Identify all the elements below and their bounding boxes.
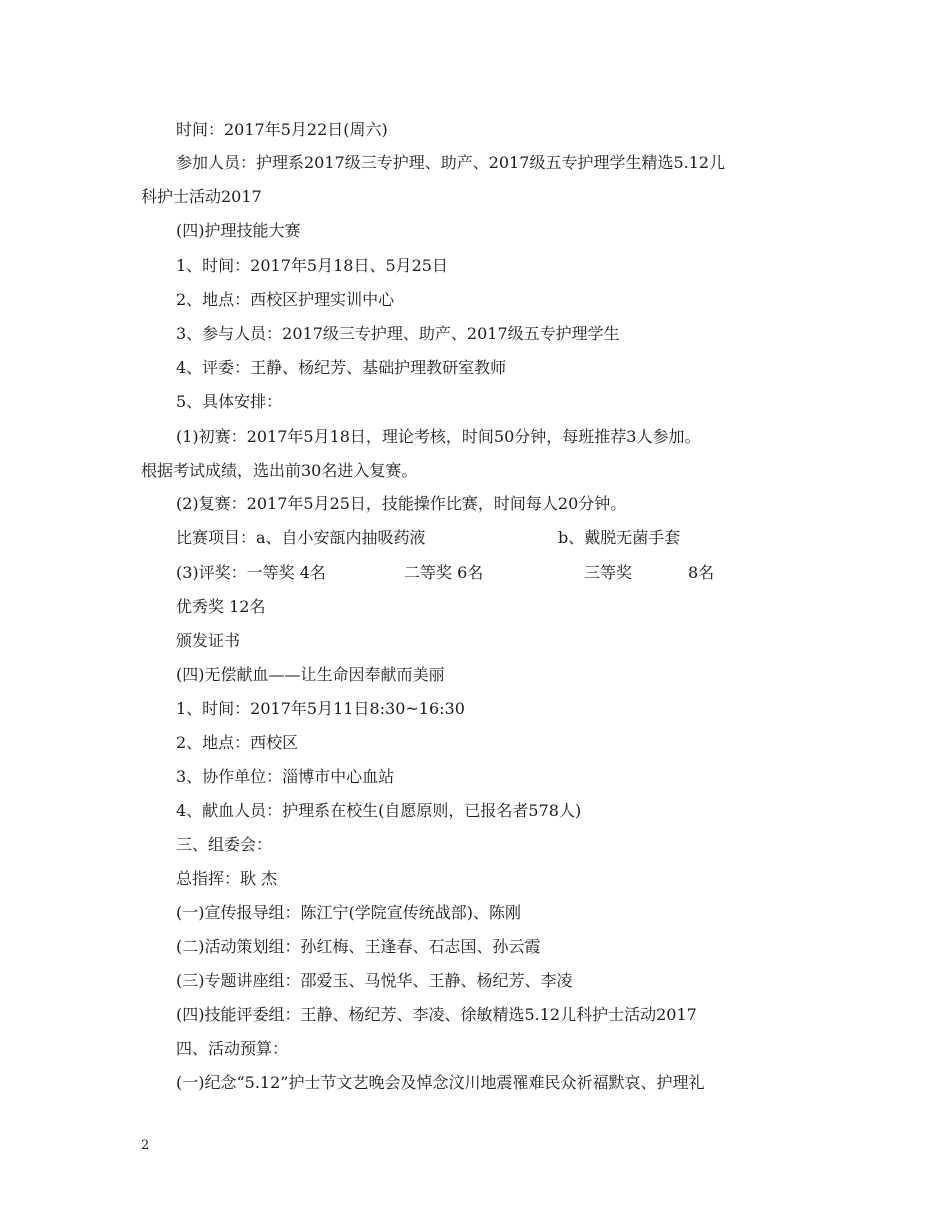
text-line: 4、评委：王静、杨纪芳、基础护理教研室教师 — [176, 358, 507, 377]
text-line: 5、具体安排： — [176, 392, 283, 411]
section-heading: 四、活动预算： — [176, 1039, 289, 1058]
text-line: 2、地点：西校区 — [176, 733, 299, 752]
text-line: (1)初赛：2017年5月18日，理论考核，时间50分钟，每班推荐3人参加。 — [176, 427, 701, 446]
competition-items-line — [176, 528, 796, 548]
text-line: (一)宣传报导组：陈江宁(学院宣传统战部)、陈刚 — [176, 903, 521, 922]
section-heading: 三、组委会： — [176, 835, 273, 854]
section-heading: (四)护理技能大赛 — [176, 221, 301, 240]
text-line: 参加人员：护理系2017级三专护理、助产、2017级五专护理学生精选5.12儿 — [176, 153, 726, 172]
text-line: (一)纪念“5.12”护士节文艺晚会及悼念汶川地震罹难民众祈福默哀、护理礼 — [176, 1073, 705, 1092]
award-first: (3)评奖：一等奖 4名 — [176, 563, 326, 582]
section-heading: (四)无偿献血——让生命因奉献而美丽 — [176, 665, 445, 684]
text-line: 时间：2017年5月22日(周六) — [176, 120, 388, 139]
text-line: 颁发证书 — [176, 631, 241, 650]
text-line: (二)活动策划组：孙红梅、王逢春、石志国、孙云霞 — [176, 937, 541, 956]
page-number: 2 — [141, 1138, 150, 1153]
competition-item-b: b、戴脱无菌手套 — [558, 528, 681, 547]
text-line: (三)专题讲座组：邵爱玉、马悦华、王静、杨纪芳、李凌 — [176, 971, 573, 990]
text-line: 优秀奖 12名 — [176, 597, 266, 616]
text-line: 4、献血人员：护理系在校生(自愿原则，已报名者578人) — [176, 801, 582, 820]
text-line: 1、时间：2017年5月11日8:30~16:30 — [176, 699, 465, 718]
text-line: 2、地点：西校区护理实训中心 — [176, 290, 395, 309]
text-line: 3、参与人员：2017级三专护理、助产、2017级五专护理学生 — [176, 324, 620, 343]
awards-line — [176, 563, 796, 583]
competition-item-a: 比赛项目：a、自小安瓿内抽吸药液 — [176, 528, 426, 547]
text-line: 3、协作单位：淄博市中心血站 — [176, 767, 395, 786]
text-line: (四)技能评委组：王静、杨纪芳、李凌、徐敏精选5.12儿科护士活动2017 — [176, 1005, 697, 1024]
text-line: 1、时间：2017年5月18日、5月25日 — [176, 256, 448, 275]
text-line: 总指挥：耿 杰 — [176, 869, 278, 888]
text-line: 科护士活动2017 — [141, 187, 262, 206]
award-third-count: 8名 — [688, 563, 715, 582]
award-third-label: 三等奖 — [584, 563, 633, 582]
text-line: 根据考试成绩，选出前30名进入复赛。 — [141, 461, 418, 480]
text-line: (2)复赛：2017年5月25日，技能操作比赛，时间每人20分钟。 — [176, 494, 627, 513]
award-second: 二等奖 6名 — [404, 563, 484, 582]
